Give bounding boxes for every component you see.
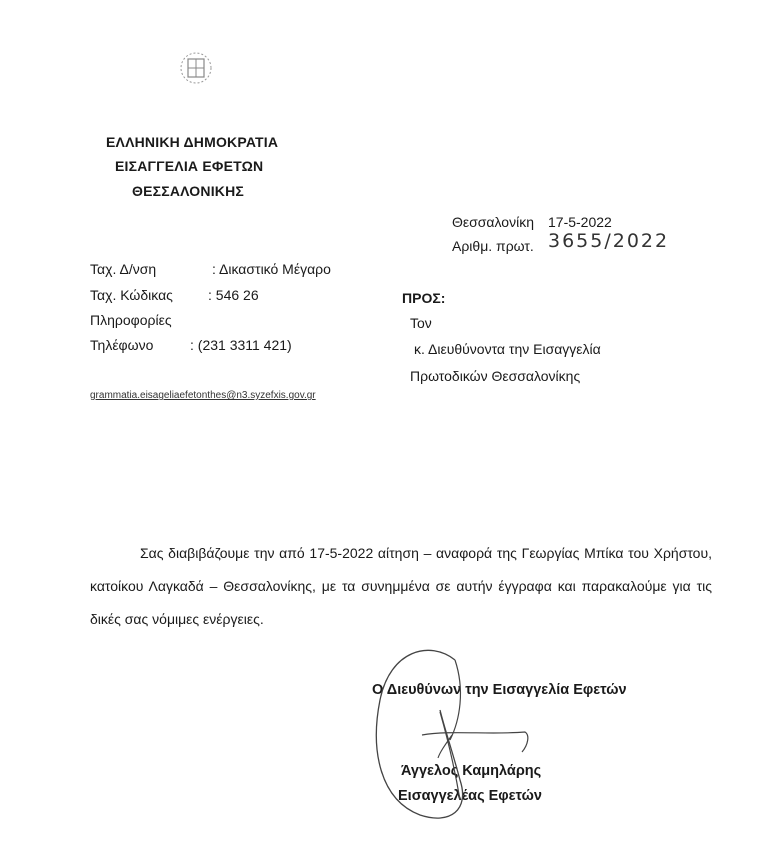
recipient-line-3: Πρωτοδικών Θεσσαλονίκης	[410, 368, 581, 384]
recipient-line-2: κ. Διευθύνοντα την Εισαγγελία	[414, 341, 601, 357]
body-paragraph: Σας διαβιβάζουμε την από 17-5-2022 αίτηση – αναφορά της Γεωργίας Μπίκα του Χρήστου, κατοίκου Λαγκαδά – Θεσσαλονίκης, με τα συνημμένα σε αυτήν έγγραφα και παρακαλούμε για τις δικές σας νόμιμες ενέργειες.	[90, 545, 712, 627]
zip-label: Ταχ. Κώδικας	[90, 287, 173, 303]
date-label: Θεσσαλονίκη	[452, 214, 534, 230]
greek-emblem-icon	[178, 50, 214, 86]
phone-label: Τηλέφωνο	[90, 337, 154, 353]
email-link[interactable]: grammatia.eisageliaefetonthes@n3.syzefxis.gov.gr	[90, 390, 316, 401]
address-label: Ταχ. Δ/νση	[90, 261, 157, 277]
signature-title: Ο Διευθύνων την Εισαγγελία Εφετών	[372, 682, 627, 698]
signatory-name: Άγγελος Καμηλάρης	[401, 763, 542, 779]
header-country: ΕΛΛΗΝΙΚΗ ΔΗΜΟΚΡΑΤΙΑ	[106, 134, 279, 150]
handwritten-signature-icon	[360, 640, 560, 830]
recipient-heading: ΠΡΟΣ:	[402, 290, 446, 306]
protocol-label: Αριθμ. πρωτ.	[452, 238, 534, 254]
phone-value: : (231 3311 421)	[190, 337, 292, 353]
address-value: : Δικαστικό Μέγαρο	[212, 261, 331, 277]
zip-value: : 546 26	[208, 287, 259, 303]
info-label: Πληροφορίες	[90, 312, 172, 328]
signatory-role: Εισαγγελέας Εφετών	[398, 788, 542, 804]
protocol-number-handwritten: 3655/2022	[548, 230, 670, 252]
recipient-line-1: Τον	[410, 315, 432, 331]
header-city: ΘΕΣΣΑΛΟΝΙΚΗΣ	[132, 183, 245, 199]
header-office: ΕΙΣΑΓΓΕΛΙΑ ΕΦΕΤΩΝ	[115, 158, 264, 174]
date-value: 17-5-2022	[548, 214, 612, 230]
